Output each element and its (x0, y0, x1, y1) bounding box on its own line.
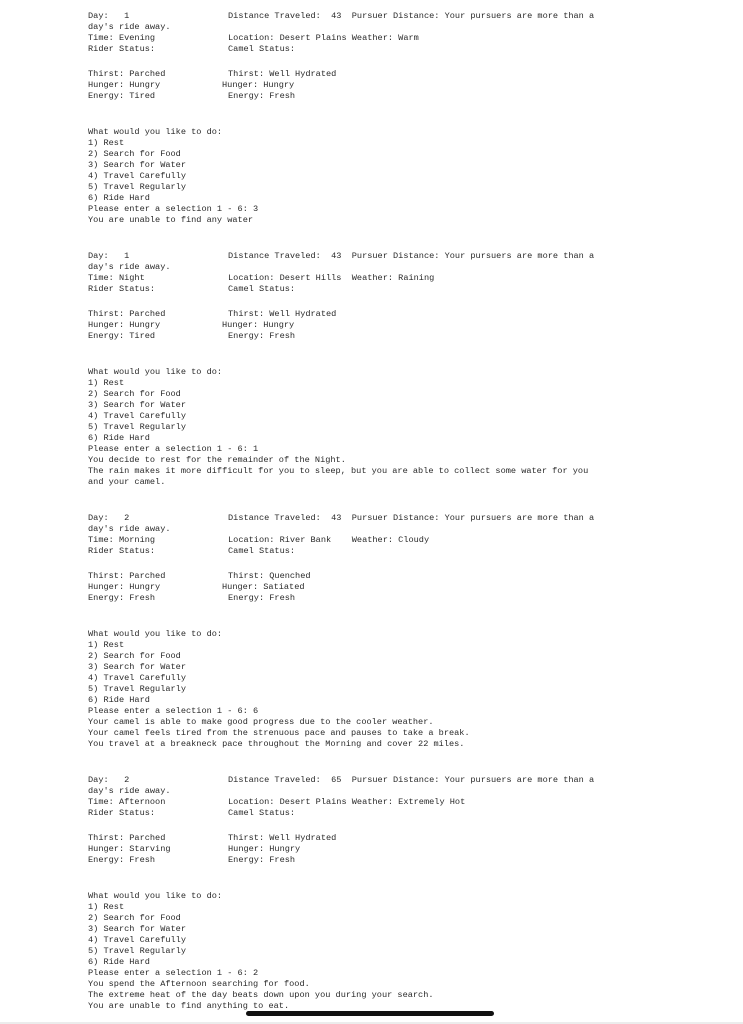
rider-thirst: Thirst: Parched (88, 833, 166, 843)
result-line: You decide to rest for the remainder of the Night. (88, 455, 346, 465)
result-line: You are unable to find any water (88, 215, 254, 225)
camel-status-heading: Camel Status: (228, 284, 296, 294)
option-search-water: 3) Search for Water (88, 662, 186, 672)
location-weather-label: Location: Desert Plains Weather: Extremely Hot (228, 797, 466, 807)
option-travel-regularly: 5) Travel Regularly (88, 182, 186, 192)
time-label: Time: Afternoon (88, 797, 166, 807)
camel-energy: Energy: Fresh (228, 855, 296, 865)
option-travel-carefully: 4) Travel Carefully (88, 171, 186, 181)
rider-hunger: Hunger: Hungry (88, 582, 161, 592)
option-rest: 1) Rest (88, 902, 125, 912)
option-search-food: 2) Search for Food (88, 389, 181, 399)
selection-input-line: Please enter a selection 1 - 6: 1 (88, 444, 259, 454)
camel-thirst: Thirst: Quenched (228, 571, 311, 581)
option-search-water: 3) Search for Water (88, 160, 186, 170)
rider-energy: Energy: Tired (88, 331, 156, 341)
rider-status-heading: Rider Status: (88, 44, 156, 54)
option-search-water: 3) Search for Water (88, 924, 186, 934)
option-search-water: 3) Search for Water (88, 400, 186, 410)
selection-input-line: Please enter a selection 1 - 6: 2 (88, 968, 259, 978)
day-label: Day: 1 (88, 11, 130, 21)
rider-energy: Energy: Fresh (88, 855, 156, 865)
rider-energy: Energy: Tired (88, 91, 156, 101)
option-search-food: 2) Search for Food (88, 913, 181, 923)
rider-energy: Energy: Fresh (88, 593, 156, 603)
option-ride-hard: 6) Ride Hard (88, 695, 150, 705)
location-weather-label: Location: River Bank Weather: Cloudy (228, 535, 430, 545)
option-travel-regularly: 5) Travel Regularly (88, 422, 186, 432)
camel-thirst: Thirst: Well Hydrated (228, 69, 337, 79)
option-rest: 1) Rest (88, 640, 125, 650)
option-search-food: 2) Search for Food (88, 149, 181, 159)
pursuer-distance-continued: day's ride away. (88, 262, 171, 272)
result-line: and your camel. (88, 477, 166, 487)
pursuer-distance-continued: day's ride away. (88, 786, 171, 796)
camel-hunger: Hunger: Hungry (222, 320, 295, 330)
camel-thirst: Thirst: Well Hydrated (228, 833, 337, 843)
option-travel-carefully: 4) Travel Carefully (88, 411, 186, 421)
rider-hunger: Hunger: Hungry (88, 80, 161, 90)
camel-hunger: Hunger: Hungry (228, 844, 301, 854)
option-travel-regularly: 5) Travel Regularly (88, 946, 186, 956)
camel-status-heading: Camel Status: (228, 44, 296, 54)
action-prompt: What would you like to do: (88, 891, 223, 901)
rider-hunger: Hunger: Starving (88, 844, 171, 854)
pursuer-distance-continued: day's ride away. (88, 22, 171, 32)
location-weather-label: Location: Desert Hills Weather: Raining (228, 273, 435, 283)
rider-thirst: Thirst: Parched (88, 309, 166, 319)
result-line: The extreme heat of the day beats down upon you during your search. (88, 990, 434, 1000)
day-label: Day: 1 (88, 251, 130, 261)
option-rest: 1) Rest (88, 138, 125, 148)
selection-input-line: Please enter a selection 1 - 6: 3 (88, 204, 259, 214)
rider-status-heading: Rider Status: (88, 808, 156, 818)
camel-energy: Energy: Fresh (228, 331, 296, 341)
result-line: The rain makes it more difficult for you to sleep, but you are able to collect some water for you (88, 466, 589, 476)
option-rest: 1) Rest (88, 378, 125, 388)
distance-pursuer-text: Distance Traveled: 43 Pursuer Distance: Your pursuers are more than a (228, 513, 595, 523)
distance-pursuer-text: Distance Traveled: 43 Pursuer Distance: Your pursuers are more than a (228, 11, 595, 21)
camel-hunger: Hunger: Hungry (222, 80, 295, 90)
rider-status-heading: Rider Status: (88, 284, 156, 294)
result-line: You travel at a breakneck pace throughout the Morning and cover 22 miles. (88, 739, 465, 749)
camel-energy: Energy: Fresh (228, 91, 296, 101)
result-line: Your camel feels tired from the strenuous pace and pauses to take a break. (88, 728, 470, 738)
option-ride-hard: 6) Ride Hard (88, 193, 150, 203)
distance-pursuer-text: Distance Traveled: 43 Pursuer Distance: Your pursuers are more than a (228, 251, 595, 261)
option-ride-hard: 6) Ride Hard (88, 433, 150, 443)
result-line: You spend the Afternoon searching for food. (88, 979, 310, 989)
option-search-food: 2) Search for Food (88, 651, 181, 661)
distance-pursuer-text: Distance Traveled: 65 Pursuer Distance: Your pursuers are more than a (228, 775, 595, 785)
home-indicator-bar[interactable] (246, 1011, 494, 1016)
camel-thirst: Thirst: Well Hydrated (228, 309, 337, 319)
option-ride-hard: 6) Ride Hard (88, 957, 150, 967)
selection-input-line: Please enter a selection 1 - 6: 6 (88, 706, 259, 716)
option-travel-carefully: 4) Travel Carefully (88, 935, 186, 945)
time-label: Time: Night (88, 273, 145, 283)
time-label: Time: Evening (88, 33, 156, 43)
time-label: Time: Morning (88, 535, 156, 545)
result-line: Your camel is able to make good progress due to the cooler weather. (88, 717, 434, 727)
option-travel-carefully: 4) Travel Carefully (88, 673, 186, 683)
camel-hunger: Hunger: Satiated (222, 582, 305, 592)
option-travel-regularly: 5) Travel Regularly (88, 684, 186, 694)
rider-hunger: Hunger: Hungry (88, 320, 161, 330)
action-prompt: What would you like to do: (88, 629, 223, 639)
camel-status-heading: Camel Status: (228, 808, 296, 818)
camel-status-heading: Camel Status: (228, 546, 296, 556)
rider-thirst: Thirst: Parched (88, 571, 166, 581)
rider-status-heading: Rider Status: (88, 546, 156, 556)
location-weather-label: Location: Desert Plains Weather: Warm (228, 33, 419, 43)
action-prompt: What would you like to do: (88, 127, 223, 137)
day-label: Day: 2 (88, 775, 130, 785)
result-line: You are unable to find anything to eat. (88, 1001, 290, 1011)
action-prompt: What would you like to do: (88, 367, 223, 377)
camel-energy: Energy: Fresh (228, 593, 296, 603)
pursuer-distance-continued: day's ride away. (88, 524, 171, 534)
day-label: Day: 2 (88, 513, 130, 523)
rider-thirst: Thirst: Parched (88, 69, 166, 79)
